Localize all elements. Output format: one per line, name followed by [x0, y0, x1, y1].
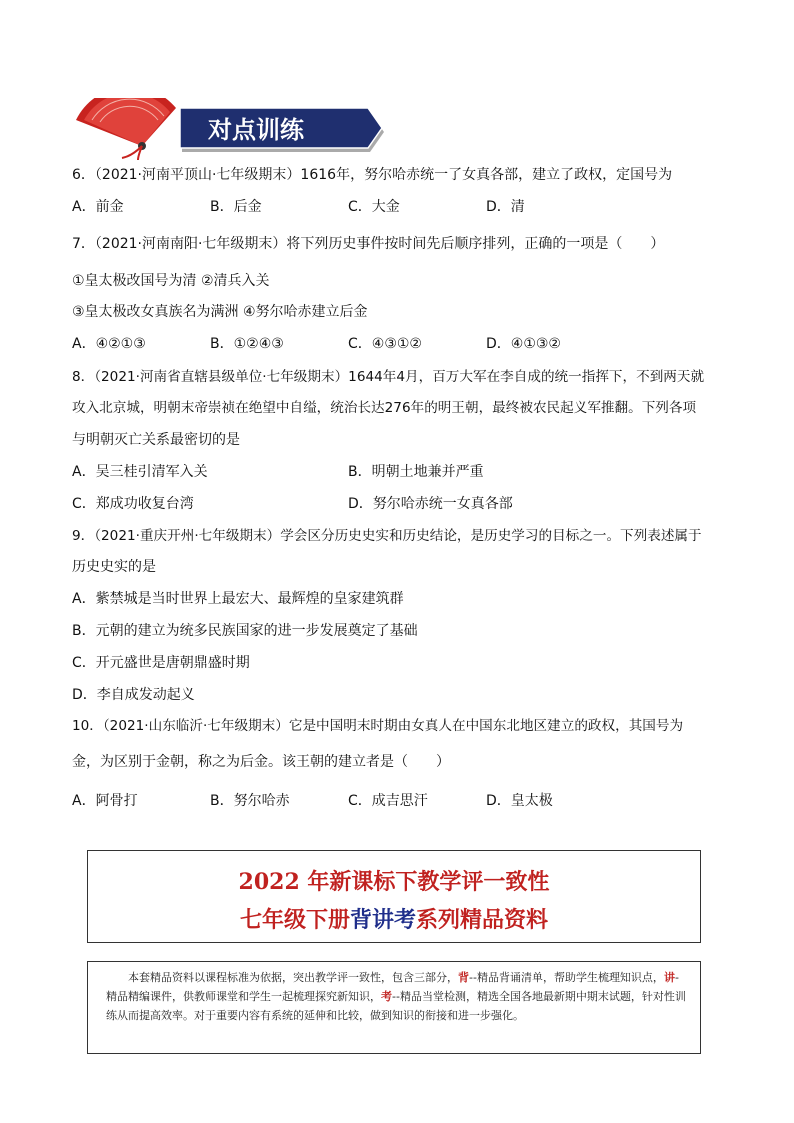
promo-desc-highlight: 背 [458, 971, 469, 984]
promo-title-box [87, 850, 701, 943]
promo-description-box [87, 961, 701, 1054]
q9-stem: 历史史实的是 [72, 559, 156, 575]
promo-desc-highlight: 讲 [663, 971, 675, 984]
q8-option-b[interactable]: B．明朝土地兼并严重 [348, 464, 484, 480]
promo-desc-highlight: 考 [381, 990, 392, 1003]
q10-option-c[interactable]: C．成吉思汗 [348, 793, 428, 809]
q7-option-a[interactable]: A．④②①③ [72, 336, 146, 352]
promo-title-line2 [88, 903, 700, 934]
q8-option-c[interactable]: C．郑成功收复台湾 [72, 496, 194, 512]
promo-desc-text: -精品精编课件，供教师课堂和学生一起梳理探究新知识， [106, 971, 679, 1003]
q9-option-a[interactable]: A．紫禁城是当时世界上最宏大、最辉煌的皇家建筑群 [72, 591, 404, 607]
q6-option-c[interactable]: C．大金 [348, 199, 400, 215]
q8-option-d[interactable]: D．努尔哈赤统一女真各部 [348, 496, 513, 512]
q6-option-d[interactable]: D．清 [486, 199, 525, 215]
promo-text: 七年级下册 [239, 907, 350, 933]
q9-option-c[interactable]: C．开元盛世是唐朝鼎盛时期 [72, 655, 250, 671]
promo-description [106, 968, 686, 1025]
promo-desc-text: 本套精品资料以课程标准为依据，突出教学评一致性，包含三部分， [128, 971, 458, 984]
q7-stem: 7．（2021·河南南阳·七年级期末）将下列历史事件按时间先后顺序排列，正确的一项是（ ） [72, 236, 665, 252]
q6-option-a[interactable]: A．前金 [72, 199, 124, 215]
q8-stem: 与明朝灭亡关系最密切的是 [72, 432, 240, 448]
q10-option-a[interactable]: A．阿骨打 [72, 793, 138, 809]
promo-title-line1: 2022 年新课标下教学评一致性 [238, 869, 550, 895]
q8-option-a[interactable]: A．吴三桂引清军入关 [72, 464, 208, 480]
q7-option-d[interactable]: D．④①③② [486, 336, 561, 352]
q8-stem: 攻入北京城，明朝末帝崇祯在绝望中自缢，统治长达276年的明王朝，最终被农民起义军推翻。下列各项 [72, 400, 697, 416]
section-banner [72, 98, 392, 160]
q10-stem: 10．（2021·山东临沂·七年级期末）它是中国明末时期由女真人在中国东北地区建立的政权，其国号为 [72, 718, 684, 734]
banner-title: 对点训练 [208, 115, 304, 144]
q7-item-line: ①皇太极改国号为清 ②清兵入关 [72, 273, 270, 289]
q7-option-b[interactable]: B．①②④③ [210, 336, 284, 352]
q10-stem: 金，为区别于金朝，称之为后金。该王朝的建立者是（ ） [72, 754, 450, 770]
q9-option-d[interactable]: D．李自成发动起义 [72, 687, 195, 703]
q10-option-b[interactable]: B．努尔哈赤 [210, 793, 290, 809]
promo-desc-text: --精品当堂检测，精选全国各地最新期中期末试题，针对性训练从而提高效率。对于重要内容有系统的延伸和比较，做到知识的衔接和进一步强化。 [106, 990, 686, 1022]
q7-option-c[interactable]: C．④③①② [348, 336, 422, 352]
promo-highlight: 考 [394, 907, 417, 933]
q8-stem: 8．（2021·河南省直辖县级单位·七年级期末）1644年4月，百万大军在李自成的统一指挥下，不到两天就 [72, 369, 705, 385]
q9-stem: 9．（2021·重庆开州·七年级期末）学会区分历史史实和历史结论，是历史学习的目标之一。下列表述属于 [72, 528, 702, 544]
q6-option-b[interactable]: B．后金 [210, 199, 262, 215]
promo-desc-text: --精品背诵清单，帮助学生梳理知识点， [469, 971, 664, 984]
q6-stem: 6．（2021·河南平顶山·七年级期末）1616年，努尔哈赤统一了女真各部，建立了政权，定国号为 [72, 167, 673, 183]
promo-highlight: 讲 [371, 907, 394, 933]
promo-highlight: 背 [349, 907, 372, 933]
q10-option-d[interactable]: D．皇太极 [486, 793, 553, 809]
q7-item-line: ③皇太极改女真族名为满洲 ④努尔哈赤建立后金 [72, 304, 368, 320]
promo-text: 系列精品资料 [416, 907, 549, 933]
q9-option-b[interactable]: B．元朝的建立为统多民族国家的进一步发展奠定了基础 [72, 623, 418, 639]
fan-icon [76, 98, 176, 160]
